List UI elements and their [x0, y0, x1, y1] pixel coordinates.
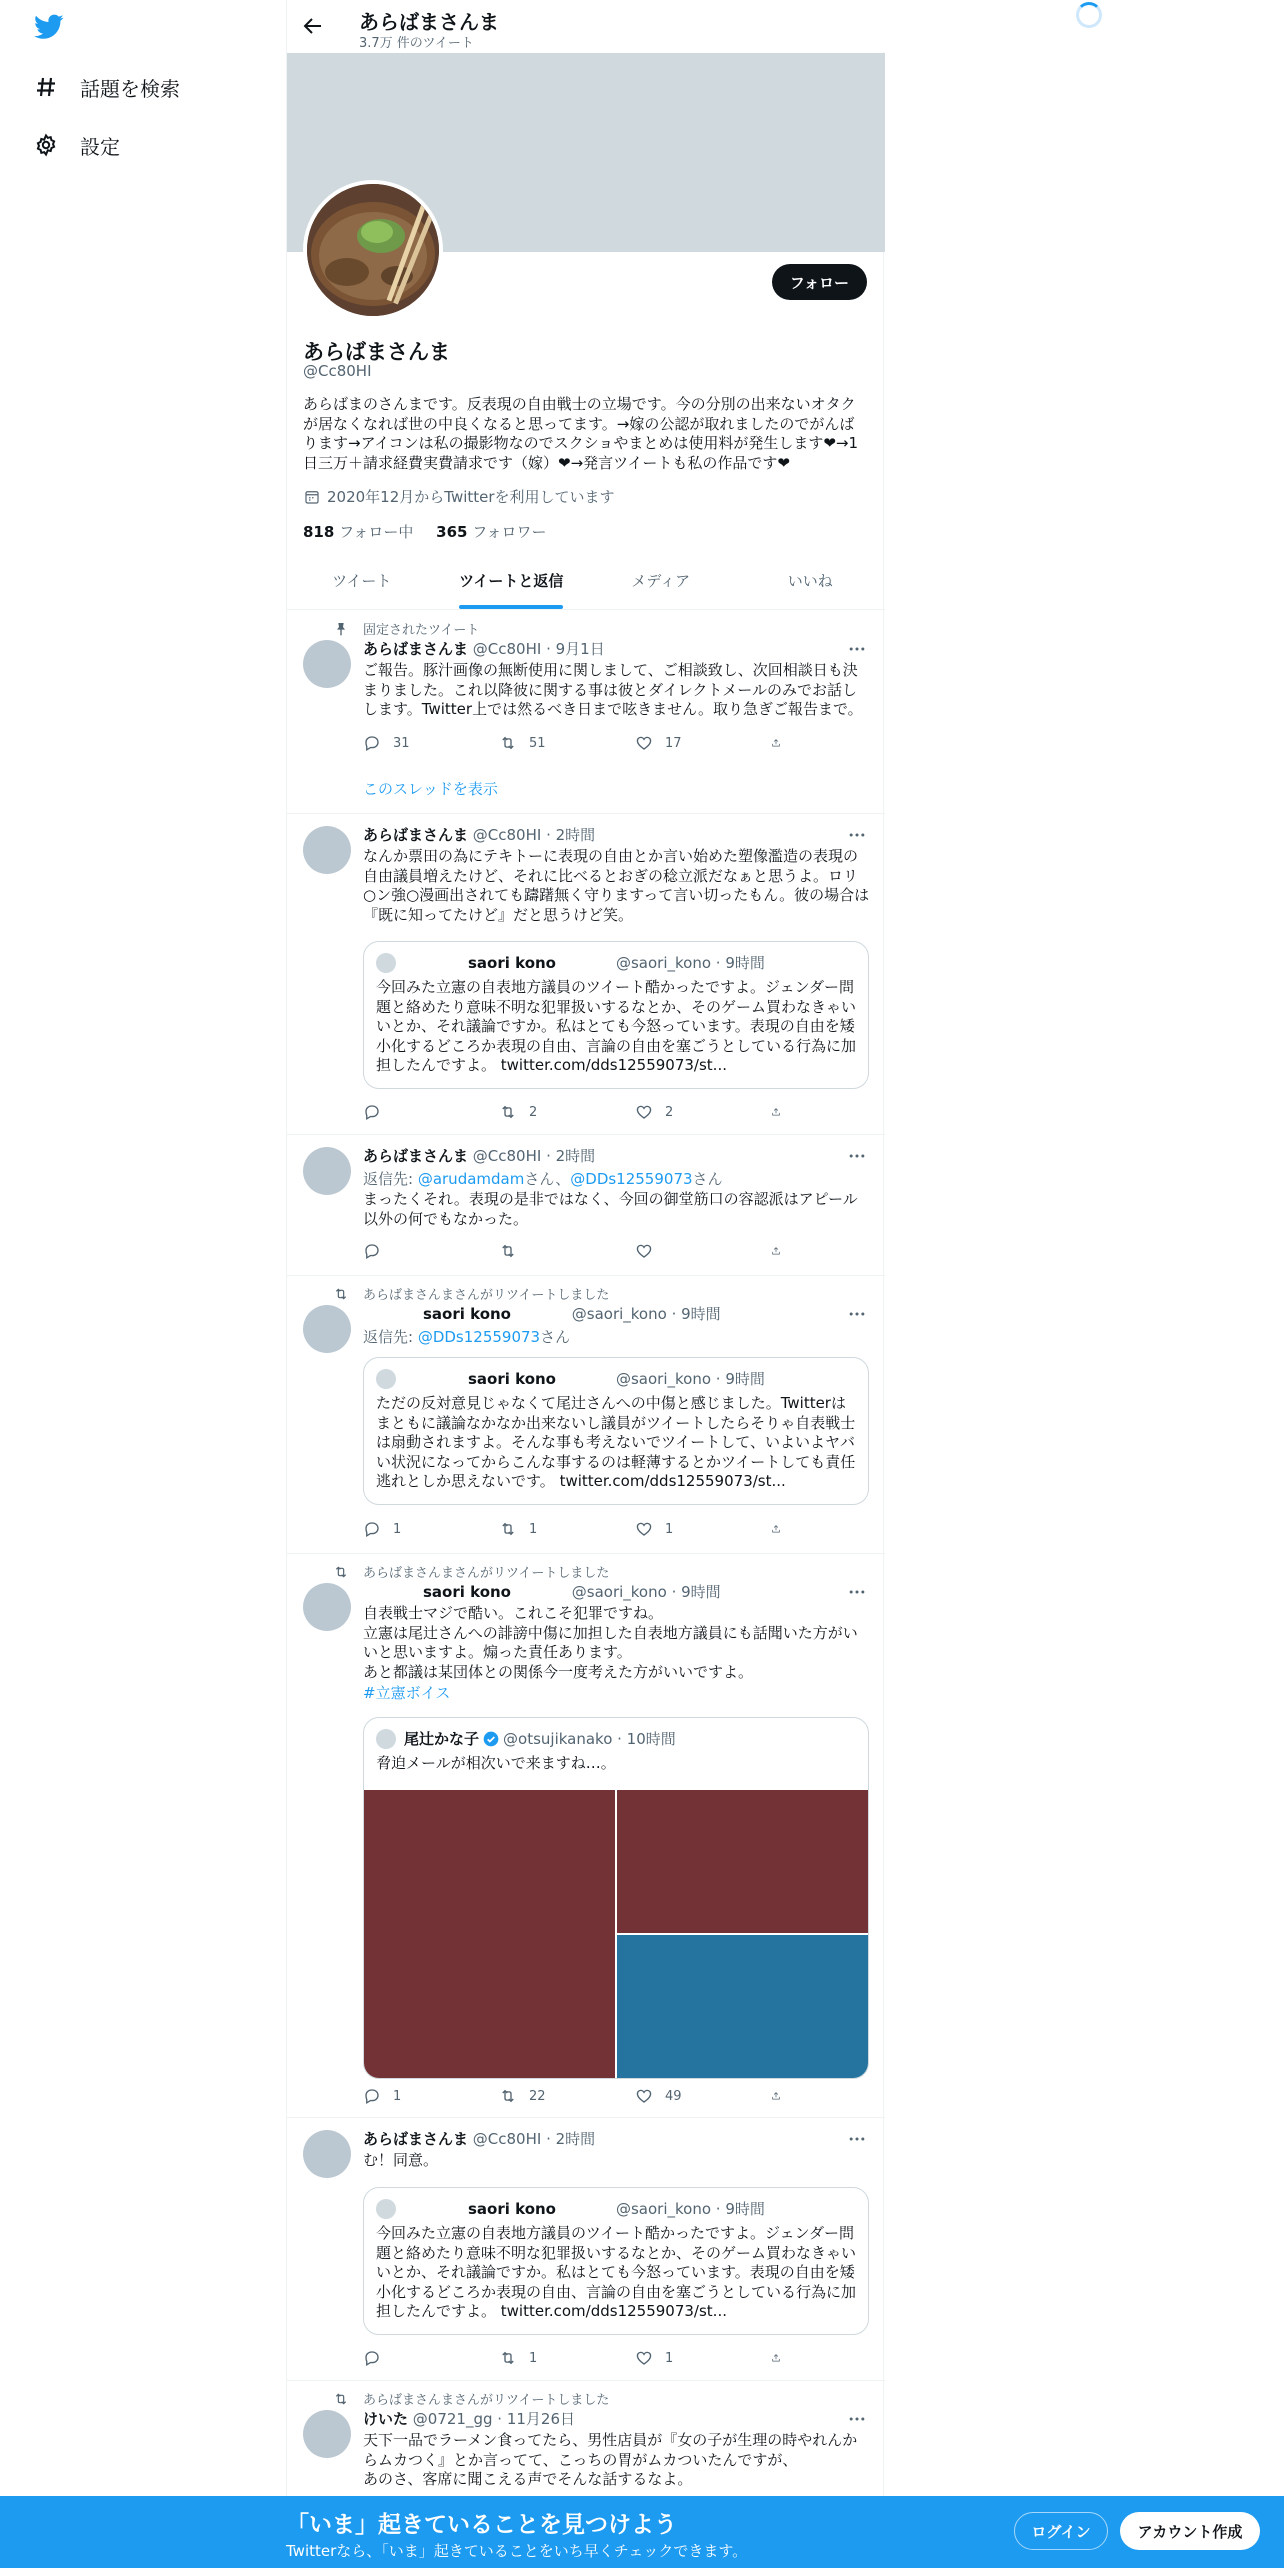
- retweet-button[interactable]: [499, 2086, 635, 2106]
- signup-prompt-bar: [0, 2496, 1284, 2568]
- retweet-button[interactable]: [499, 1241, 635, 1261]
- tweet-text: ご報告。豚汁画像の無断使用に関しまして、ご相談致し、次回相談日も決まりました。これ以降彼に関する事は彼とダイレクトメールのみでお話しします。Twitter上では然るべき日まで呟きません。取り急ぎご報告まで。: [363, 661, 863, 718]
- tweet-author-name[interactable]: あらばまさんま: [363, 640, 469, 658]
- media-grid: [364, 1790, 868, 2078]
- following-count: 818: [303, 523, 335, 541]
- profile-bio: あらばまのさんまです。反表現の自由戦士の立場です。今の分別の出来ないオタクが居なくなれば世の中良くなると思ってます。→嫁の公認が取れましたのでがんばります→アイコンは私の撮影物なのでスクショやまとめは使用料が発生します❤→1日三万＋請求経費実費請求です（嫁）❤→発言ツイートも私の作品です❤: [303, 395, 859, 472]
- tweet-meta: @Cc80HI · 2時間: [472, 2130, 596, 2148]
- tweet-meta: @saori_kono · 9時間: [571, 1583, 721, 1601]
- reply-to-link[interactable]: @DDs12559073: [570, 1170, 693, 1188]
- reply-icon: [363, 2087, 381, 2105]
- like-count: 2: [665, 1104, 674, 1120]
- verified-badge-icon: [483, 1731, 499, 1747]
- quoted-meta: @saori_kono · 9時間: [615, 2200, 765, 2218]
- followers-link[interactable]: [436, 523, 546, 541]
- loading-spinner-icon: [1076, 2, 1102, 28]
- reply-button[interactable]: [363, 733, 499, 753]
- quoted-tweet-header: [376, 1728, 676, 1749]
- quoted-tweet-header: [376, 952, 765, 973]
- hashtag-icon: [34, 75, 58, 99]
- heart-icon: [635, 2087, 653, 2105]
- heart-icon: [635, 734, 653, 752]
- share-button[interactable]: [771, 2348, 793, 2368]
- reply-button[interactable]: [363, 2086, 499, 2106]
- avatar: [376, 953, 396, 973]
- more-options-icon[interactable]: [847, 639, 867, 659]
- reply-to-line: [363, 1168, 723, 1189]
- tweet-item[interactable]: [287, 1554, 885, 2118]
- retweet-button[interactable]: [499, 1519, 635, 1539]
- signup-prompt-subtitle: Twitterなら、「いま」起きていることをいち早くチェックできます。: [286, 2542, 748, 2560]
- quoted-tweet-text: 今回みた立憲の自表地方議員のツイート酷かったですよ。ジェンダー問題と絡めたり意味不明な犯罪扱いするなとか、そのゲーム買わなきゃいいとか、それ議論ですか。私はとても今怒っています。表現の自由を矮小化するどころか表現の自由、言論の自由を塞ごうとしている行為に加担したんですよ。 twitter.com/dds12559073/st...: [376, 2224, 857, 2320]
- reply-to-link[interactable]: @arudamdam: [417, 1170, 525, 1188]
- followers-label: フォロワー: [472, 523, 547, 541]
- retweet-icon: [333, 1286, 349, 1302]
- retweet-count: 1: [529, 2350, 538, 2366]
- reply-icon: [363, 1103, 381, 1121]
- tweet-context-text: あらばまさんまさんがリツイートしました: [363, 1566, 610, 1581]
- tweet-actions: [363, 733, 793, 753]
- profile-tabs: [287, 555, 885, 610]
- tweet-header: [363, 2128, 595, 2149]
- tweet-header: [363, 1581, 721, 1602]
- like-count: 49: [665, 2088, 682, 2104]
- reply-mid: さん、: [524, 1170, 571, 1188]
- pin-icon: [333, 621, 349, 637]
- heart-icon: [635, 1520, 653, 1538]
- reply-icon: [363, 1242, 381, 1260]
- reply-suffix: さん: [540, 1328, 571, 1346]
- like-button[interactable]: [635, 1102, 771, 1122]
- tab-media[interactable]: メディア: [631, 572, 691, 590]
- tweet-header: [363, 824, 595, 845]
- quoted-author-name: 尾辻かな子: [404, 1730, 480, 1748]
- tweet-author-name[interactable]: あらばまさんま: [363, 2130, 469, 2148]
- header-tweet-count: 3.7万 件のツイート: [359, 36, 474, 51]
- retweet-count: 51: [529, 735, 546, 751]
- tweet-text: 自表戦士マジで酷い。これこそ犯罪ですね。 立憲は尾辻さんへの誹謗中傷に加担した自表地方議員にも話聞いた方がいいと思いますよ。煽った責任あります。 あと都議は某団体との関係今一度考えた方がいいですよ。: [363, 1604, 858, 1681]
- tweet-actions: [363, 1241, 793, 1261]
- tweet-meta: @saori_kono · 9時間: [571, 1305, 721, 1323]
- reply-to-link[interactable]: @DDs12559073: [417, 1328, 541, 1346]
- reply-to-line: [363, 1326, 570, 1347]
- profile-handle: @Cc80HI: [303, 362, 372, 380]
- reply-count: 1: [393, 1521, 402, 1537]
- share-icon: [771, 1242, 781, 1260]
- following-link[interactable]: [303, 523, 413, 541]
- reply-button[interactable]: [363, 1241, 499, 1261]
- quoted-tweet-text: 今回みた立憲の自表地方議員のツイート酷かったですよ。ジェンダー問題と絡めたり意味不明な犯罪扱いするなとか、そのゲーム買わなきゃいいとか、それ議論ですか。私はとても今怒っています。表現の自由を矮小化するどころか表現の自由、言論の自由を塞ごうとしている行為に加担したんですよ。 twitter.com/dds12559073/st...: [376, 978, 857, 1074]
- tweet-header: [363, 638, 605, 659]
- tweet-context: [333, 2389, 609, 2408]
- share-button[interactable]: [771, 2086, 793, 2106]
- tweet-item[interactable]: [287, 1276, 885, 1554]
- avatar[interactable]: [303, 2130, 351, 2178]
- tweet-header: [363, 2408, 575, 2429]
- avatar[interactable]: [303, 1305, 351, 1353]
- share-icon: [771, 2349, 781, 2367]
- profile-avatar[interactable]: [303, 180, 443, 320]
- header-title: あらばまさんま: [359, 10, 499, 34]
- retweet-icon: [499, 1103, 517, 1121]
- share-icon: [771, 1520, 781, 1538]
- quoted-author-name: saori kono: [468, 1369, 556, 1388]
- avatar[interactable]: [303, 640, 351, 688]
- nav-settings-label: 設定: [80, 134, 120, 159]
- retweet-icon: [499, 1520, 517, 1538]
- reply-button[interactable]: [363, 1102, 499, 1122]
- tweet-context-text: あらばまさんまさんがリツイートしました: [363, 2393, 610, 2408]
- retweet-icon: [499, 1242, 517, 1260]
- reply-button[interactable]: [363, 1519, 499, 1539]
- tweet-header: [363, 1145, 595, 1166]
- like-button[interactable]: [635, 733, 771, 753]
- nav-settings[interactable]: [34, 125, 120, 165]
- quoted-tweet[interactable]: [363, 1357, 869, 1505]
- gear-icon: [34, 133, 58, 157]
- tweet-actions: [363, 1102, 793, 1122]
- quoted-meta: @saori_kono · 9時間: [615, 954, 765, 972]
- tweet-context: [333, 1284, 609, 1303]
- heart-icon: [635, 1242, 653, 1260]
- avatar[interactable]: [303, 2410, 351, 2458]
- quoted-tweet-text: ただの反対意見じゃなくて尾辻さんへの中傷と感じました。Twitterはまともに議論なかなか出来ないし議員がツイートしたらそりゃ自表戦士は扇動されますよ。そんな事も考えないでツイートして、いよいよヤバい状況になってからこんな事するのは軽薄するとかツイートしても責任逃れとしか思えないです。 twitter.com/dds12559073/st...: [376, 1394, 856, 1490]
- share-button[interactable]: [771, 1519, 793, 1539]
- retweet-button[interactable]: [499, 1102, 635, 1122]
- tweet-text: なんか票田の為にテキトーに表現の自由とか言い始めた塑像濫造の表現の自由議員増えたけど、それに比べるとおぎの稔立派だなぁと思うよ。ロリ○ン強○漫画出されても躊躇無く守りますって言い切ったもん。彼の場合は『既に知ってたけど』だと思うけど笑。: [363, 847, 870, 924]
- profile-header-bar: [287, 0, 885, 52]
- calendar-icon: [303, 488, 321, 506]
- retweet-icon: [333, 2391, 349, 2407]
- reply-count: 31: [393, 735, 410, 751]
- avatar[interactable]: [303, 1583, 351, 1631]
- like-button[interactable]: [635, 2348, 771, 2368]
- follow-button[interactable]: フォロー: [772, 264, 867, 300]
- tweet-author-name[interactable]: けいた: [363, 2410, 409, 2428]
- tweet-meta: @Cc80HI · 2時間: [472, 826, 596, 844]
- quoted-tweet[interactable]: [363, 941, 869, 1089]
- tweet-context-text: あらばまさんまさんがリツイートしました: [363, 1288, 610, 1303]
- profile-joined-text: 2020年12月からTwitterを利用しています: [327, 488, 615, 506]
- tweet-actions: [363, 2348, 793, 2368]
- more-options-icon[interactable]: [847, 825, 867, 845]
- tweet-actions: [363, 1519, 793, 1539]
- retweet-count: 1: [529, 1521, 538, 1537]
- retweet-icon: [499, 734, 517, 752]
- tweet-item[interactable]: [287, 2118, 885, 2381]
- share-icon: [771, 1103, 781, 1121]
- more-options-icon[interactable]: [847, 2129, 867, 2149]
- tweet-author-name[interactable]: あらばまさんま: [363, 1147, 469, 1165]
- profile-name: あらばまさんま: [303, 340, 450, 364]
- tweet-context-text: 固定されたツイート: [363, 623, 480, 638]
- share-icon: [771, 734, 781, 752]
- retweet-button[interactable]: [499, 733, 635, 753]
- reply-suffix: さん: [692, 1170, 723, 1188]
- nav-explore-label: 話題を検索: [80, 76, 180, 101]
- more-options-icon[interactable]: [847, 1146, 867, 1166]
- tweet-actions: [363, 2086, 793, 2106]
- like-button[interactable]: [635, 1519, 771, 1539]
- quoted-meta: @otsujikanako · 10時間: [503, 1730, 676, 1748]
- ramen-bowl-photo-icon: [307, 184, 439, 316]
- show-thread-link[interactable]: このスレッドを表示: [363, 780, 498, 798]
- like-button[interactable]: [635, 2086, 771, 2106]
- avatar: [376, 1369, 396, 1389]
- more-options-icon[interactable]: [847, 2409, 867, 2429]
- media-image[interactable]: [617, 1935, 868, 2078]
- retweet-icon: [499, 2087, 517, 2105]
- avatar[interactable]: [303, 826, 351, 874]
- quoted-tweet[interactable]: [363, 1717, 869, 2079]
- tweet-text: 天下一品でラーメン食ってたら、男性店員が『女の子が生理の時やれんからムカつく』とか言ってて、こっちの胃がムカついたんですが、 あのさ、客席に聞こえる声でそんな話するなよ。: [363, 2431, 858, 2488]
- quoted-author-name: saori kono: [468, 953, 556, 972]
- profile-stats: [303, 521, 547, 542]
- quoted-author-name: saori kono: [468, 2199, 556, 2218]
- tab-tweets-and-replies[interactable]: ツイートと返信: [437, 555, 587, 609]
- avatar[interactable]: [303, 1147, 351, 1195]
- share-button[interactable]: [771, 1241, 793, 1261]
- tweet-context: [333, 1562, 609, 1581]
- tweet-context: [333, 619, 479, 638]
- share-button[interactable]: [771, 733, 793, 753]
- tweet-meta: @0721_gg · 11月26日: [412, 2410, 575, 2428]
- reply-icon: [363, 2349, 381, 2367]
- tweet-header: [363, 1303, 721, 1324]
- tweet-meta: @Cc80HI · 2時間: [472, 1147, 596, 1165]
- share-icon: [771, 2087, 781, 2105]
- retweet-button[interactable]: [499, 2348, 635, 2368]
- more-options-icon[interactable]: [847, 1304, 867, 1324]
- tweet-text: まったくそれ。表現の是非ではなく、今回の御堂筋口の容認派はアピール以外の何でもなかった。: [363, 1190, 858, 1228]
- heart-icon: [635, 1103, 653, 1121]
- like-button[interactable]: [635, 1241, 771, 1261]
- share-button[interactable]: [771, 1102, 793, 1122]
- like-count: 17: [665, 735, 682, 751]
- tweet-author-name[interactable]: あらばまさんま: [363, 826, 469, 844]
- retweet-icon: [499, 2349, 517, 2367]
- tweet-item[interactable]: [287, 1135, 885, 1276]
- reply-icon: [363, 1520, 381, 1538]
- like-count: 1: [665, 1521, 674, 1537]
- avatar: [376, 1729, 396, 1749]
- tweet-item[interactable]: [287, 814, 885, 1135]
- reply-count: 1: [393, 2088, 402, 2104]
- quoted-tweet-text: 脅迫メールが相次いで来ますね…。: [376, 1754, 616, 1772]
- signup-prompt-title: 「いま」起きていることを見つけよう: [286, 2512, 677, 2538]
- heart-icon: [635, 2349, 653, 2367]
- profile-joined: [303, 486, 615, 507]
- reply-icon: [363, 734, 381, 752]
- followers-count: 365: [436, 523, 468, 541]
- retweet-icon: [333, 1564, 349, 1580]
- reply-button[interactable]: [363, 2348, 499, 2368]
- hashtag-link[interactable]: #立憲ボイス: [363, 1684, 451, 1702]
- avatar: [376, 2199, 396, 2219]
- quoted-tweet-header: [376, 2198, 765, 2219]
- twitter-bird-icon[interactable]: [34, 14, 64, 40]
- reply-prefix: 返信先:: [363, 1328, 418, 1346]
- tweet-author-name[interactable]: saori kono: [423, 1305, 511, 1323]
- nav-explore[interactable]: [34, 67, 180, 107]
- like-count: 1: [665, 2350, 674, 2366]
- reply-prefix: 返信先:: [363, 1170, 418, 1188]
- tab-likes[interactable]: いいね: [787, 572, 833, 590]
- quoted-tweet-header: [376, 1368, 765, 1389]
- quoted-tweet[interactable]: [363, 2187, 869, 2335]
- more-options-icon[interactable]: [847, 1582, 867, 1602]
- tweet-meta: @Cc80HI · 9月1日: [472, 640, 605, 658]
- main-column: [286, 0, 884, 2568]
- quoted-meta: @saori_kono · 9時間: [615, 1370, 765, 1388]
- back-arrow-icon[interactable]: [301, 14, 325, 38]
- tweet-author-name[interactable]: saori kono: [423, 1583, 511, 1601]
- retweet-count: 2: [529, 1104, 538, 1120]
- media-image[interactable]: [617, 1790, 868, 1933]
- login-button[interactable]: ログイン: [1014, 2512, 1108, 2550]
- retweet-count: 22: [529, 2088, 546, 2104]
- tweet-item[interactable]: [287, 611, 885, 814]
- signup-button[interactable]: アカウント作成: [1120, 2512, 1260, 2550]
- tab-tweets[interactable]: ツイート: [332, 572, 392, 590]
- following-label: フォロー中: [339, 523, 414, 541]
- tweet-text: む！同意。: [363, 2151, 439, 2169]
- media-image[interactable]: [364, 1790, 615, 2078]
